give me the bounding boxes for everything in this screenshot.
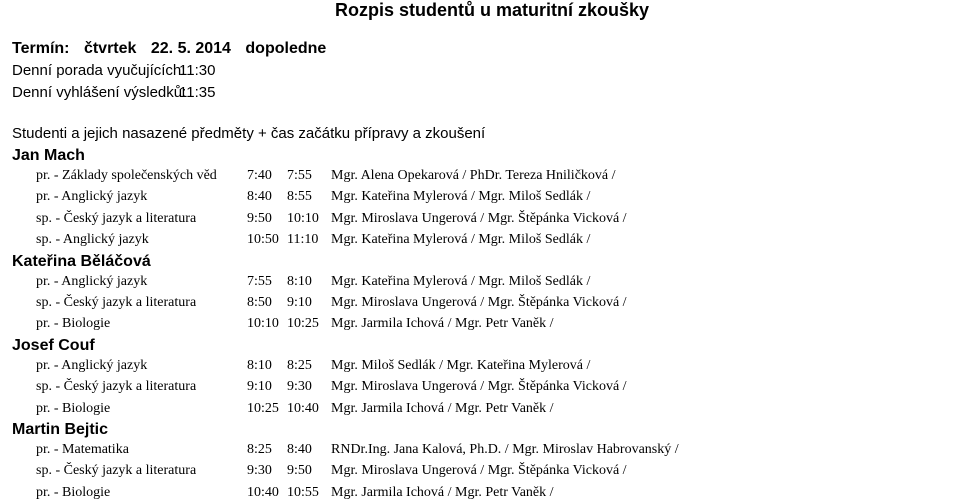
exam-subject: sp. - Český jazyk a literatura [36, 379, 197, 395]
student-name: Jan Mach [12, 147, 85, 164]
exam-row [0, 484, 960, 502]
examiners: Mgr. Miroslava Ungerová / Mgr. Štěpánka Vicková / [331, 463, 627, 479]
info-value: 11:35 [179, 84, 216, 101]
exam-subject: pr. - Matematika [36, 442, 129, 457]
exam-subject: pr. - Biologie [36, 316, 111, 332]
exam-row [0, 210, 960, 228]
info-label: Denní vyhlášení výsledků: [12, 84, 187, 101]
prep-time: 9:50 [247, 210, 272, 226]
exam-row [0, 188, 960, 206]
examiners: Mgr. Jarmila Ichová / Mgr. Petr Vaněk / [331, 400, 554, 416]
exam-row [0, 357, 960, 375]
examiners: Mgr. Kateřina Mylerová / Mgr. Miloš Sedlák / [331, 232, 591, 248]
student-name: Kateřina Běláčová [12, 252, 151, 270]
exam-row [0, 315, 960, 333]
exam-subject: pr. - Základy společenských věd [36, 168, 217, 183]
examiners: Mgr. Miroslava Ungerová / Mgr. Štěpánka Vicková / [331, 379, 627, 395]
exam-time: 8:25 [287, 357, 312, 373]
examiners: Mgr. Miroslava Ungerová / Mgr. Štěpánka Vicková / [331, 210, 627, 226]
term-label: Termín: [12, 40, 70, 57]
exam-time: 7:55 [287, 168, 312, 183]
examiners: Mgr. Alena Opekarová / PhDr. Tereza Hniličková / [331, 168, 616, 183]
prep-time: 10:25 [247, 400, 279, 416]
exam-time: 10:25 [287, 316, 319, 332]
info-value: 11:30 [179, 62, 216, 79]
prep-time: 10:40 [247, 484, 279, 500]
student-name: Martin Bejtic [12, 421, 109, 438]
prep-time: 10:50 [247, 232, 279, 248]
exam-time: 10:10 [287, 210, 319, 226]
info-label: Denní porada vyučujících: [12, 62, 186, 79]
intro-text: Studenti a jejich nasazené předměty + čas začátku přípravy a zkoušení [12, 125, 486, 142]
exam-subject: pr. - Anglický jazyk [36, 189, 148, 205]
examiners: Mgr. Jarmila Ichová / Mgr. Petr Vaněk / [331, 316, 554, 332]
exam-row [0, 273, 960, 291]
exam-time: 8:40 [287, 442, 312, 457]
exam-row [0, 167, 960, 185]
exam-row [0, 441, 960, 459]
term-part: dopoledne [245, 40, 327, 57]
prep-time: 9:30 [247, 463, 272, 479]
exam-time: 8:55 [287, 189, 312, 205]
prep-time: 8:10 [247, 357, 272, 373]
exam-subject: pr. - Biologie [36, 484, 111, 500]
info-results [12, 84, 216, 102]
exam-subject: sp. - Anglický jazyk [36, 232, 149, 248]
exam-time: 10:40 [287, 400, 319, 416]
exam-subject: pr. - Anglický jazyk [36, 273, 148, 289]
examiners: Mgr. Kateřina Mylerová / Mgr. Miloš Sedlák / [331, 273, 591, 289]
exam-subject: pr. - Anglický jazyk [36, 357, 148, 373]
examiners: Mgr. Kateřina Mylerová / Mgr. Miloš Sedlák / [331, 189, 591, 205]
exam-row [0, 231, 960, 249]
exam-time: 8:10 [287, 273, 312, 289]
student-name: Josef Couf [12, 336, 95, 354]
exam-subject: sp. - Český jazyk a literatura [36, 463, 197, 479]
exam-row [0, 462, 960, 480]
exam-row [0, 400, 960, 418]
examiners: RNDr.Ing. Jana Kalová, Ph.D. / Mgr. Miroslav Habrovanský / [331, 442, 679, 457]
examiners: Mgr. Miloš Sedlák / Mgr. Kateřina Mylerová / [331, 357, 591, 373]
exam-subject: pr. - Biologie [36, 400, 111, 416]
exam-term [12, 40, 326, 58]
exam-time: 9:50 [287, 463, 312, 479]
exam-subject: sp. - Český jazyk a literatura [36, 210, 197, 226]
exam-time: 10:55 [287, 484, 319, 500]
prep-time: 10:10 [247, 316, 279, 332]
page-title: Rozpis studentů u maturitní zkoušky [335, 0, 650, 20]
term-date: 22. 5. 2014 [150, 40, 231, 57]
exam-time: 11:10 [287, 232, 319, 248]
term-day: čtvrtek [83, 40, 137, 57]
prep-time: 8:50 [247, 295, 272, 310]
exam-subject: sp. - Český jazyk a literatura [36, 295, 197, 310]
examiners: Mgr. Miroslava Ungerová / Mgr. Štěpánka Vicková / [331, 295, 627, 310]
exam-time: 9:30 [287, 379, 312, 395]
exam-time: 9:10 [287, 295, 312, 310]
prep-time: 8:40 [247, 189, 272, 205]
exam-row [0, 378, 960, 396]
prep-time: 9:10 [247, 379, 272, 395]
examiners: Mgr. Jarmila Ichová / Mgr. Petr Vaněk / [331, 484, 554, 500]
exam-row [0, 294, 960, 312]
info-meeting [12, 62, 216, 80]
prep-time: 8:25 [247, 442, 272, 457]
prep-time: 7:55 [247, 273, 272, 289]
prep-time: 7:40 [247, 168, 272, 183]
